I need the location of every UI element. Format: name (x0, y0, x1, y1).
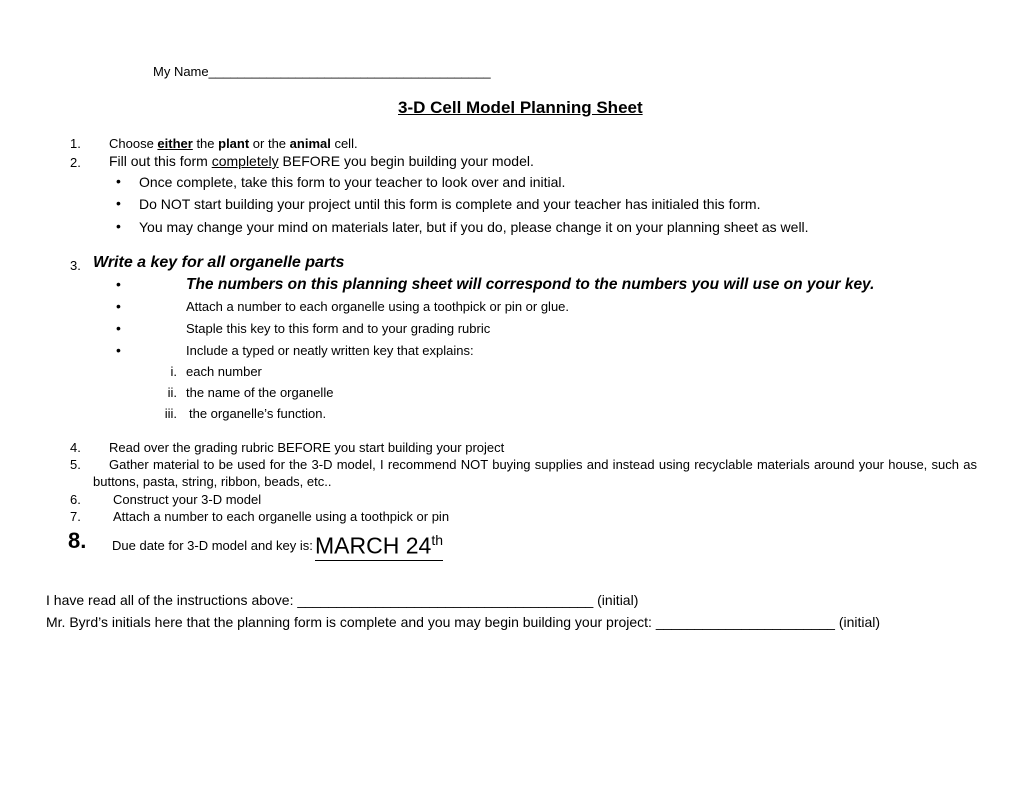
ack-teacher (46, 614, 880, 630)
bullet-icon: • (116, 173, 121, 189)
item-2-part: BEFORE you begin building your model. (278, 153, 534, 169)
item-3-heading: Write a key for all organelle parts (93, 254, 345, 271)
item-1-either: either (157, 136, 193, 151)
item-4-number: 4. (70, 440, 81, 455)
item-2-bullet: Once complete, take this form to your teacher to look over and initial. (139, 174, 566, 190)
item-3-number: 3. (70, 258, 81, 273)
bullet-icon: • (116, 342, 121, 358)
item-1-part: Choose (109, 136, 158, 151)
item-2-bullet: You may change your mind on materials later, but if you do, please change it on your planning sheet as well. (139, 219, 809, 235)
subitem-text: the organelle’s function. (189, 406, 327, 421)
name-blank[interactable]: _______________________________________ (208, 64, 491, 79)
subitem-text: the name of the organelle (186, 385, 334, 400)
item-3-bullet: Attach a number to each organelle using a toothpick or pin or glue. (186, 299, 570, 314)
item-1-text (109, 136, 358, 151)
item-2-text (109, 153, 534, 169)
item-2-completely: completely (211, 153, 279, 169)
item-3-bullet: Staple this key to this form and to your grading rubric (186, 321, 491, 336)
item-8-number: 8. (68, 528, 87, 553)
bullet-icon: • (116, 276, 121, 292)
subitem-text: each number (186, 364, 262, 379)
item-4-text: Read over the grading rubric BEFORE you start building your project (109, 440, 505, 455)
item-7-number: 7. (70, 509, 81, 524)
subitem-number: iii. (164, 406, 177, 421)
bullet-icon: • (116, 195, 121, 211)
name-label: My Name (153, 64, 209, 79)
ack-student (46, 592, 638, 608)
ack-teacher-initial-blank[interactable]: _______________________ (655, 614, 835, 630)
ack-student-suffix: (initial) (593, 592, 639, 608)
item-1-number: 1. (70, 136, 81, 151)
item-2-bullet: Do NOT start building your project until this form is complete and your teacher has initialed this form. (139, 196, 761, 212)
ack-student-text: I have read all of the instructions above: (46, 592, 298, 608)
name-line (153, 64, 491, 79)
item-1-part: cell. (330, 136, 358, 151)
bullet-icon: • (116, 298, 121, 314)
page-title: 3-D Cell Model Planning Sheet (398, 98, 643, 117)
subitem-number: i. (170, 364, 177, 379)
item-7-text: Attach a number to each organelle using a toothpick or pin (113, 509, 450, 524)
bullet-icon: • (116, 320, 121, 336)
item-3-bullet: Include a typed or neatly written key that explains: (186, 343, 474, 358)
due-date-suffix: th (431, 532, 443, 548)
ack-teacher-text: Mr. Byrd’s initials here that the planning form is complete and you may begin building your project: (46, 614, 656, 630)
item-3-bullet-emphasis: The numbers on this planning sheet will correspond to the numbers you will use on your key. (186, 276, 875, 293)
ack-student-initial-blank[interactable]: ______________________________________ (297, 592, 594, 608)
item-5-continuation: buttons, pasta, string, ribbon, beads, etc.. (93, 474, 332, 489)
item-2-part: Fill out this form (109, 153, 212, 169)
ack-teacher-suffix: (initial) (834, 614, 881, 630)
item-5-text: Gather material to be used for the 3-D model, I recommend NOT buying supplies and instead using recyclable materials around your house, such as (109, 457, 977, 472)
item-1-part: the (192, 136, 219, 151)
due-date-value: MARCH 24 (315, 532, 432, 559)
bullet-icon: • (116, 218, 121, 234)
item-6-number: 6. (70, 492, 81, 507)
item-6-text: Construct your 3-D model (113, 492, 262, 507)
item-8-text: Due date for 3-D model and key is: (112, 538, 313, 553)
item-1-plant: plant (218, 136, 250, 151)
item-1-animal: animal (289, 136, 331, 151)
item-5-number: 5. (70, 457, 81, 472)
due-date (315, 526, 443, 561)
subitem-number: ii. (167, 385, 177, 400)
item-1-part: or the (249, 136, 290, 151)
item-2-number: 2. (70, 155, 81, 170)
